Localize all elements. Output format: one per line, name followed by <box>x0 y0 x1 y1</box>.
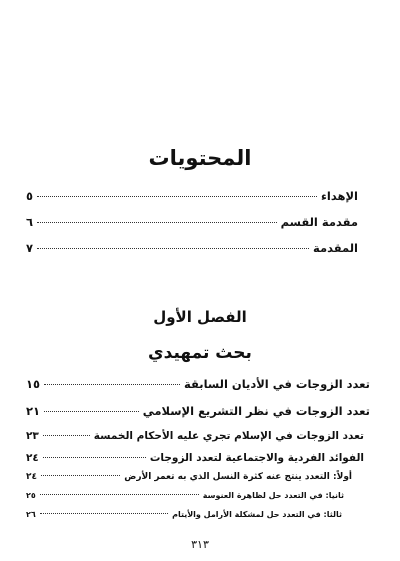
toc-entry-page: ٢٤ <box>26 452 39 464</box>
toc-entry-page: ٢١ <box>26 404 41 418</box>
toc-entry-label: مقدمة القسم <box>280 215 358 229</box>
leader-dots <box>43 435 90 436</box>
leader-dots <box>37 248 309 249</box>
toc-entry-label: الفوائد الفردية والاجتماعية لتعدد الزوجات <box>149 452 364 464</box>
toc-entry[interactable] <box>26 404 370 418</box>
toc-entry-page: ٢٣ <box>26 430 39 442</box>
toc-entry[interactable] <box>26 510 342 519</box>
leader-dots <box>37 222 277 223</box>
toc-entry-label: ثانيا: في التعدد حل لظاهرة العنوسة <box>202 491 344 500</box>
toc-entry-label: أولاً: التعدد ينتج عنه كثرة النسل الذي به تعمر الأرض <box>124 472 352 482</box>
contents-title: المحتويات <box>148 146 252 170</box>
toc-entry-page: ٧ <box>26 241 34 255</box>
toc-entry[interactable] <box>26 491 344 500</box>
leader-dots <box>43 457 146 458</box>
toc-entry-page: ٦ <box>26 215 34 229</box>
toc-entry[interactable] <box>26 241 358 255</box>
toc-entry-page: ١٥ <box>26 377 41 391</box>
chapter-title: الفصل الأول <box>153 308 247 326</box>
leader-dots <box>40 494 199 495</box>
toc-entry-page: ٢٦ <box>26 510 36 519</box>
toc-entry[interactable] <box>26 472 352 482</box>
toc-entry[interactable] <box>26 430 364 442</box>
toc-entry-label: تعدد الزوجات في نظر التشريع الإسلامي <box>142 404 370 418</box>
toc-entry-page: ٢٤ <box>26 472 37 482</box>
chapter-subtitle: بحث تمهيدي <box>148 343 252 363</box>
leader-dots <box>37 196 317 197</box>
toc-entry-page: ٥ <box>26 189 34 203</box>
toc-entry[interactable] <box>26 215 358 229</box>
toc-entry-label: الإهداء <box>321 189 358 203</box>
leader-dots <box>41 475 120 476</box>
toc-entry-label: المقدمة <box>313 241 358 255</box>
toc-entry-page: ٢٥ <box>26 491 36 500</box>
toc-entry[interactable] <box>26 377 370 391</box>
leader-dots <box>44 411 139 412</box>
toc-entry-label: تعدد الزوجات في الأديان السابقة <box>184 377 370 391</box>
toc-entry[interactable] <box>26 452 364 464</box>
toc-entry-label: تعدد الزوجات في الإسلام تجري عليه الأحكام الخمسة <box>93 430 364 442</box>
page-number: ٣١٣ <box>191 538 209 551</box>
toc-entry[interactable] <box>26 189 358 203</box>
toc-entry-label: ثالثا: في التعدد حل لمشكلة الأرامل والأيتام <box>172 510 342 519</box>
leader-dots <box>44 384 180 385</box>
leader-dots <box>40 513 168 514</box>
